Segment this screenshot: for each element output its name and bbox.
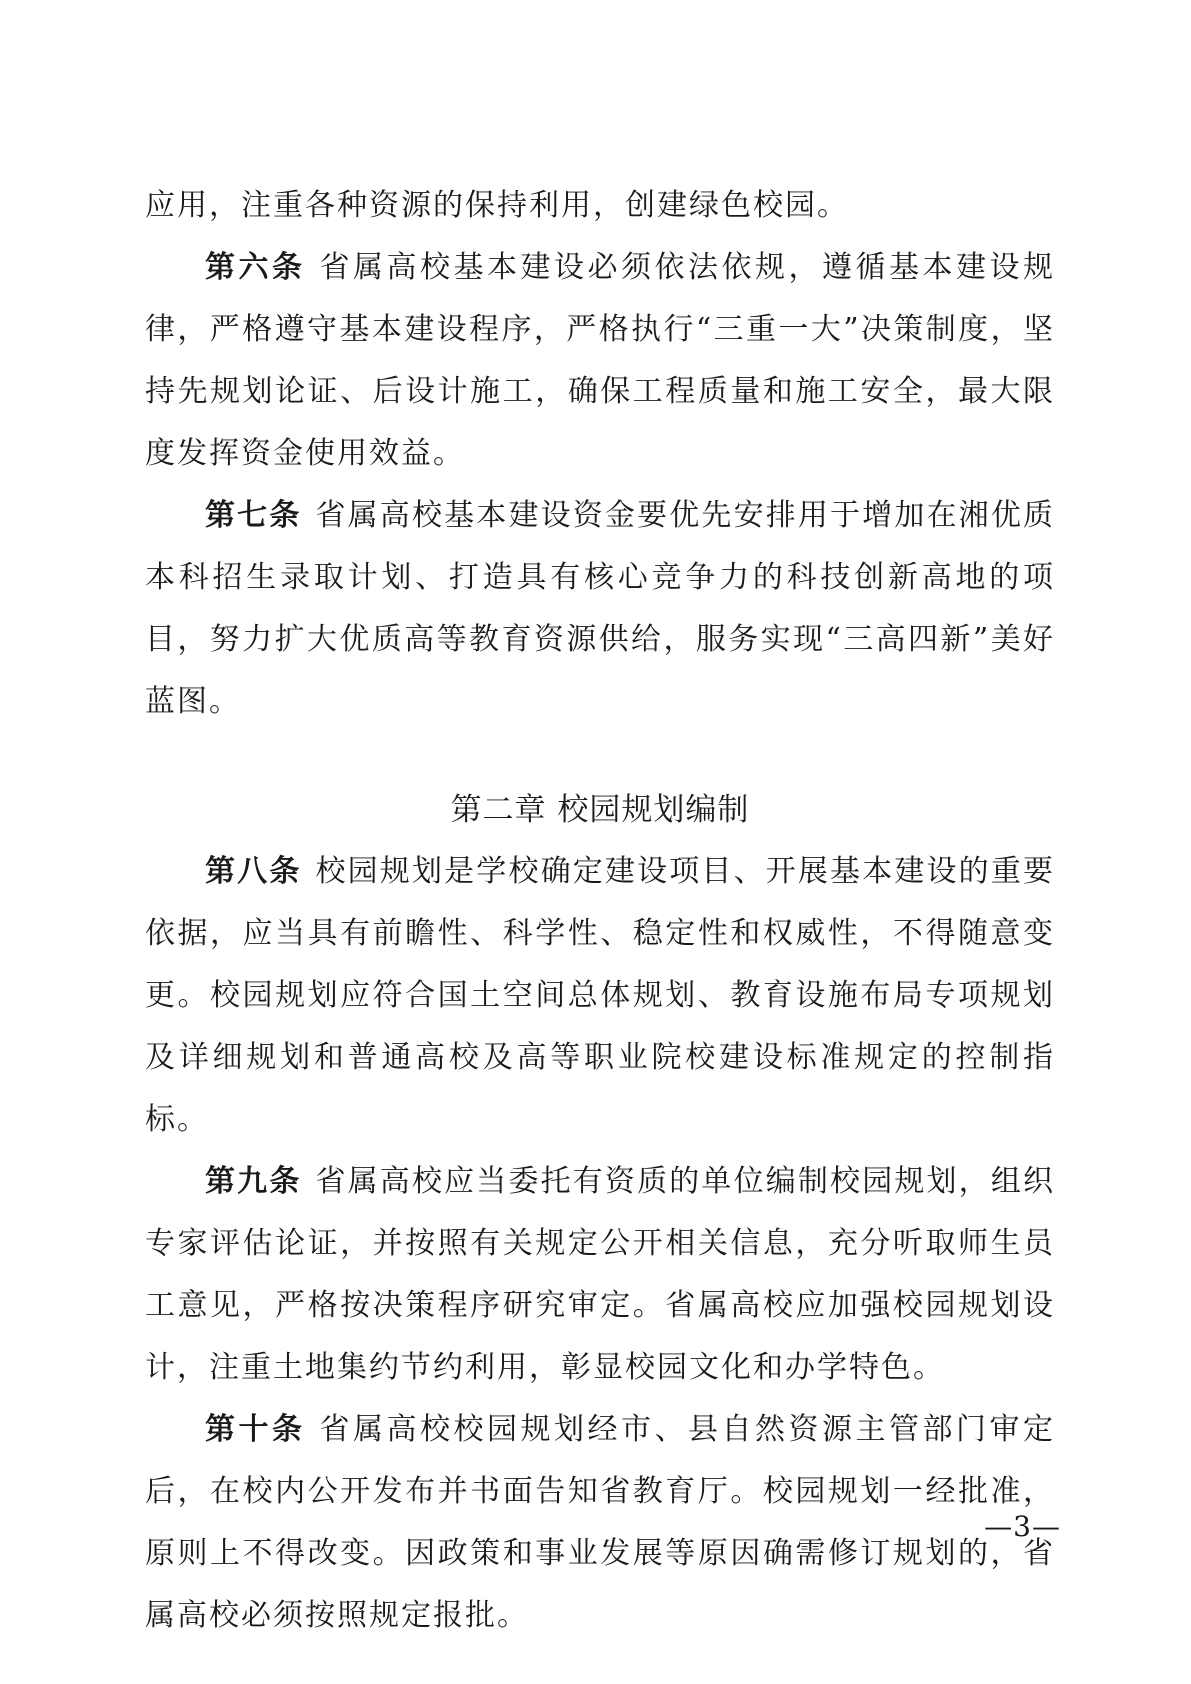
article-9-text: 省属高校应当委托有资质的单位编制校园规划，组织专家评估论证，并按照有关规定公开相关信息，充分听取师生员工意见，严格按决策程序研究审定。省属高校应加强校园规划设计，注重土地集约节约利用，彰显校园文化和办学特色。 — [145, 1164, 1056, 1385]
page-number: —3— — [984, 1510, 1061, 1543]
article-7-text: 省属高校基本建设资金要优先安排用于增加在湘优质本科招生录取计划、打造具有核心竞争力的科技创新高地的项目，努力扩大优质高等教育资源供给，服务实现“三高四新”美好蓝图。 — [145, 498, 1056, 719]
article-10-text: 省属高校校园规划经市、县自然资源主管部门审定后，在校内公开发布并书面告知省教育厅。校园规划一经批准，原则上不得改变。因政策和事业发展等原因确需修订规划的，省属高校必须按照规定报批。 — [145, 1412, 1055, 1633]
article-8 — [145, 841, 1055, 1151]
article-10-number: 第十条 — [205, 1412, 306, 1447]
intro-paragraph: 应用，注重各种资源的保持利用，创建绿色校园。 — [145, 188, 849, 223]
article-6-text: 省属高校基本建设必须依法依规，遵循基本建设规律，严格遵守基本建设程序，严格执行“三重一大”决策制度，坚持先规划论证、后设计施工，确保工程质量和施工安全，最大限度发挥资金使用效益。 — [145, 250, 1055, 471]
article-6 — [145, 237, 1055, 485]
article-8-number: 第八条 — [205, 854, 302, 889]
article-8-text: 校园规划是学校确定建设项目、开展基本建设的重要依据，应当具有前瞻性、科学性、稳定性和权威性，不得随意变更。校园规划应符合国土空间总体规划、教育设施布局专项规划及详细规划和普通高校及高等职业院校建设标准规定的控制指标。 — [145, 854, 1056, 1137]
document-body — [145, 175, 1055, 1647]
article-10 — [145, 1399, 1055, 1647]
article-7-number: 第七条 — [205, 498, 302, 533]
article-6-number: 第六条 — [205, 250, 306, 285]
article-9-number: 第九条 — [205, 1164, 302, 1199]
chapter-title: 第二章 校园规划编制 — [450, 792, 750, 828]
article-9 — [145, 1151, 1055, 1399]
article-7 — [145, 485, 1055, 733]
